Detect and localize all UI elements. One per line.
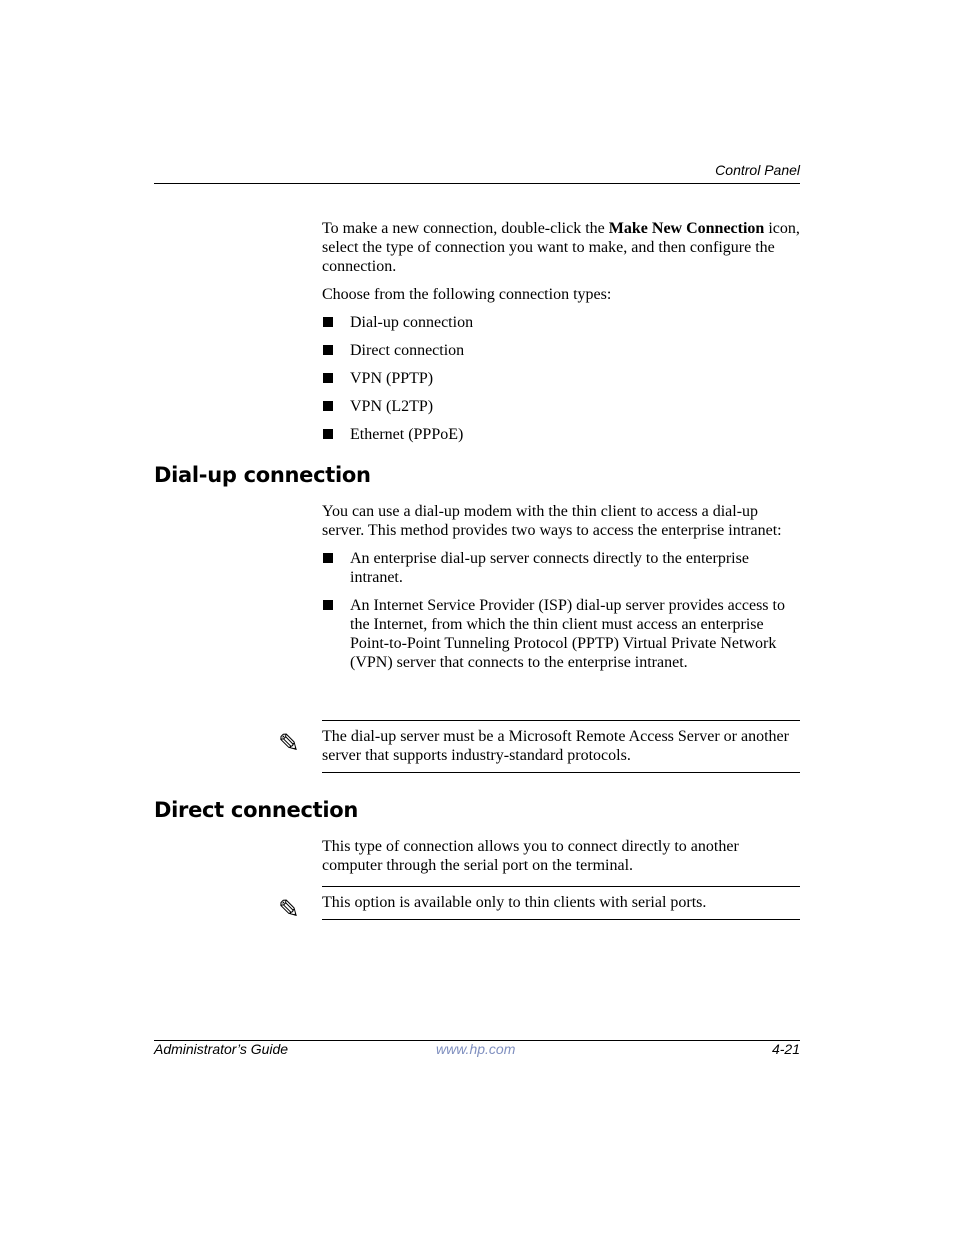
direct-section <box>322 837 800 875</box>
list-item <box>322 425 800 444</box>
square-bullet-icon <box>323 600 333 610</box>
intro-text: To make a new connection, double-click the <box>322 220 609 237</box>
header-rule <box>154 183 800 184</box>
direct-note <box>322 886 800 920</box>
list-item-text: VPN (L2TP) <box>350 398 434 415</box>
list-item <box>322 369 800 388</box>
dialup-bullet-list <box>322 549 800 672</box>
intro-section <box>322 219 800 444</box>
list-item-text: An Internet Service Provider (ISP) dial-up server provides access to the Internet, from which the thin client must access an enterprise Point-to-Point Tunneling Protocol (PPTP) Virtual Private Network (VPN) server that connects to the enterprise intranet. <box>350 597 785 671</box>
footer-website-link[interactable]: www.hp.com <box>436 1041 516 1057</box>
pencil-icon: ✎ <box>278 895 300 925</box>
page-footer <box>154 1041 800 1061</box>
dialup-heading: Dial-up connection <box>154 463 371 487</box>
list-item <box>322 341 800 360</box>
list-item <box>322 397 800 416</box>
square-bullet-icon <box>323 317 333 327</box>
note-text: This option is available only to thin clients with serial ports. <box>322 894 707 911</box>
list-item <box>322 596 800 672</box>
dialup-section <box>322 502 800 672</box>
direct-paragraph: This type of connection allows you to connect directly to another computer through the serial port on the terminal. <box>322 838 739 874</box>
make-new-connection-term: Make New Connection <box>608 220 765 237</box>
intro-paragraph <box>322 219 800 276</box>
list-item-text: An enterprise dial-up server connects directly to the enterprise intranet. <box>350 550 749 586</box>
square-bullet-icon <box>323 429 333 439</box>
footer-guide-title: Administrator’s Guide <box>154 1041 289 1057</box>
square-bullet-icon <box>323 373 333 383</box>
note-text: The dial-up server must be a Microsoft Remote Access Server or another server that supports industry-standard protocols. <box>322 728 789 764</box>
connection-type-list <box>322 313 800 444</box>
square-bullet-icon <box>323 553 333 563</box>
dialup-note <box>322 720 800 773</box>
running-head: Control Panel <box>715 162 800 178</box>
page-number: 4-21 <box>771 1041 800 1057</box>
list-item-text: Dial-up connection <box>350 314 474 331</box>
square-bullet-icon <box>323 345 333 355</box>
intro-text-cont: icon, select the type of connection you want to make, and then configure the connection. <box>322 220 800 275</box>
list-item-text: VPN (PPTP) <box>350 370 434 387</box>
list-item <box>322 549 800 587</box>
dialup-paragraph: You can use a dial-up modem with the thin client to access a dial-up server. This method provides two ways to access the enterprise intranet: <box>322 503 782 539</box>
direct-heading: Direct connection <box>154 798 359 822</box>
types-intro: Choose from the following connection types: <box>322 286 612 303</box>
list-item-text: Direct connection <box>350 342 465 359</box>
list-item <box>322 313 800 332</box>
pencil-icon: ✎ <box>278 729 300 759</box>
list-item-text: Ethernet (PPPoE) <box>350 426 464 443</box>
square-bullet-icon <box>323 401 333 411</box>
